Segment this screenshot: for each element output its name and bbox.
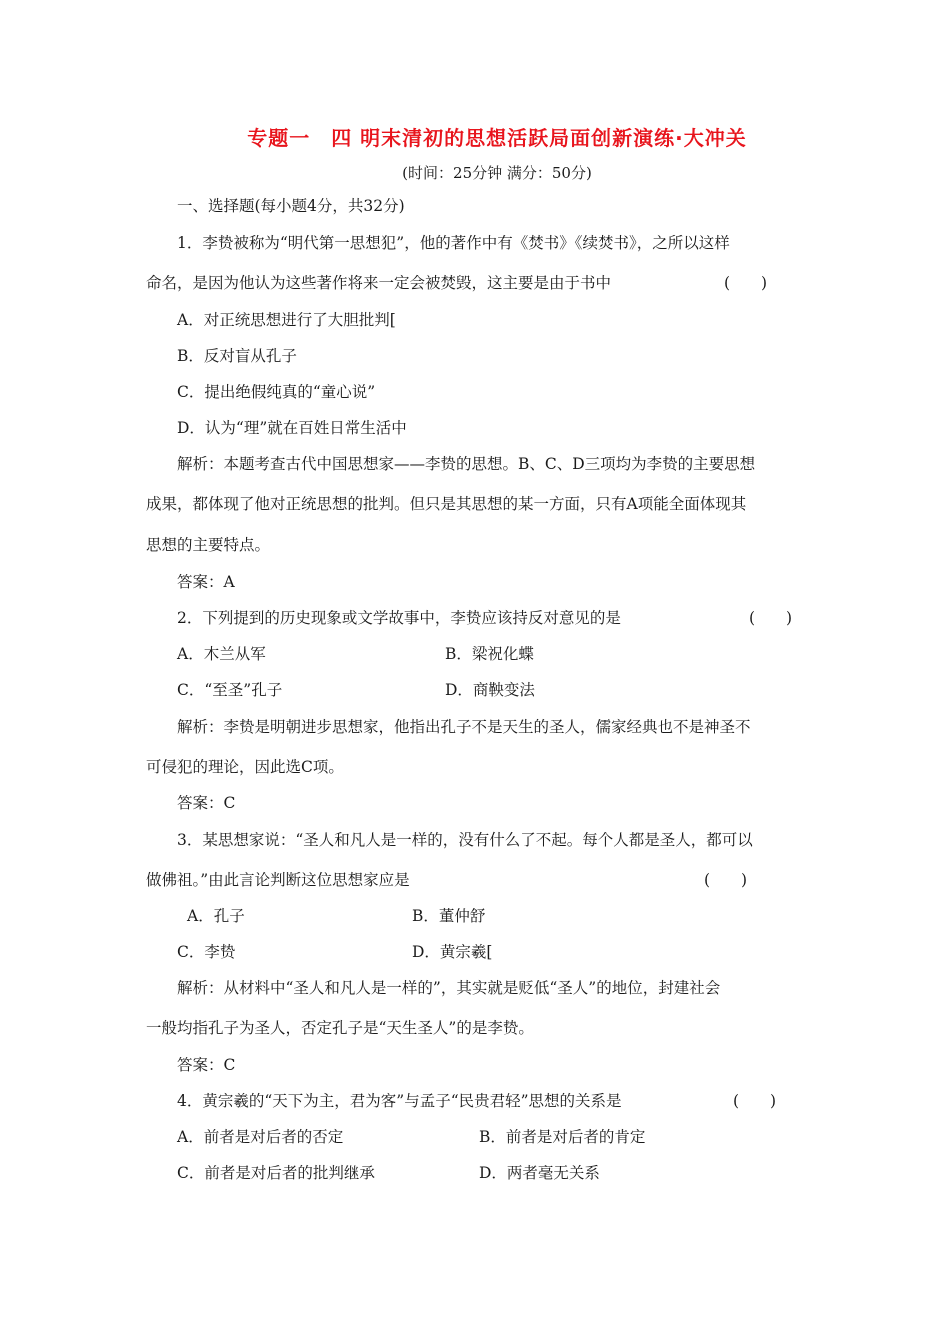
q3-answer: 答案：C xyxy=(177,1056,236,1074)
q3-stem-text: 做佛祖。”由此言论判断这位思想家应是 xyxy=(146,871,410,889)
q4-stem-line xyxy=(177,1091,787,1111)
q3-option-c: C．李贽 xyxy=(177,943,236,961)
q1-stem-line2 xyxy=(146,273,806,293)
q1-analysis-line2: 成果，都体现了他对正统思想的批判。但只是其思想的某一方面，只有A项能全面体现其 xyxy=(146,495,747,513)
q4-stem-text: 4．黄宗羲的“天下为主，君为客”与孟子“民贵君轻”思想的关系是 xyxy=(177,1092,622,1110)
q1-answer: 答案：A xyxy=(177,573,235,591)
q2-option-d: D．商鞅变法 xyxy=(445,681,535,699)
q1-stem-line1: 1．李贽被称为“明代第一思想犯”，他的著作中有《焚书》《续焚书》，之所以这样 xyxy=(177,234,730,252)
q1-option-a: A．对正统思想进行了大胆批判[ xyxy=(177,311,396,329)
q3-analysis-line1: 解析：从材料中“圣人和凡人是一样的”，其实就是贬低“圣人”的地位，封建社会 xyxy=(177,979,721,997)
q2-analysis-line2: 可侵犯的理论，因此选C项。 xyxy=(146,758,344,776)
q3-analysis-line2: 一般均指孔子为圣人，否定孔子是“天生圣人”的是李贽。 xyxy=(146,1019,534,1037)
q1-analysis-line3: 思想的主要特点。 xyxy=(146,536,271,554)
q2-stem-line xyxy=(177,608,807,628)
q3-stem-line2 xyxy=(146,870,806,890)
q4-option-a: A．前者是对后者的否定 xyxy=(177,1128,344,1146)
q4-option-b: B．前者是对后者的肯定 xyxy=(479,1128,646,1146)
q4-options-row1 xyxy=(177,1127,777,1147)
q2-option-c: C．“至圣”孔子 xyxy=(177,681,283,699)
q3-answer-paren: ( ) xyxy=(704,871,748,889)
q2-answer: 答案：C xyxy=(177,794,236,812)
q2-option-a: A．木兰从军 xyxy=(177,645,266,663)
q1-option-d: D．认为“理”就在百姓日常生活中 xyxy=(177,419,407,437)
q2-answer-paren: ( ) xyxy=(749,609,793,627)
exam-time-info: (时间：25分钟 满分：50分) xyxy=(402,164,592,182)
q1-option-c: C．提出绝假纯真的“童心说” xyxy=(177,383,376,401)
section-heading: 一、选择题(每小题4分，共32分) xyxy=(177,197,405,215)
q2-option-b: B．梁祝化蝶 xyxy=(445,645,534,663)
q1-answer-paren: ( ) xyxy=(724,274,768,292)
q2-analysis-line1: 解析：李贽是明朝进步思想家，他指出孔子不是天生的圣人，儒家经典也不是神圣不 xyxy=(177,718,751,736)
q4-answer-paren: ( ) xyxy=(733,1092,777,1110)
q4-options-row2 xyxy=(177,1163,777,1183)
q3-options-row1 xyxy=(187,906,787,926)
q3-stem-line1: 3．某思想家说：“圣人和凡人是一样的，没有什么了不起。每个人都是圣人，都可以 xyxy=(177,831,753,849)
q2-options-row2 xyxy=(177,680,777,700)
q3-option-b: B．董仲舒 xyxy=(412,907,486,925)
q1-option-b: B．反对盲从孔子 xyxy=(177,347,297,365)
q3-option-a: A．孔子 xyxy=(187,907,245,925)
q2-stem-text: 2．下列提到的历史现象或文学故事中，李贽应该持反对意见的是 xyxy=(177,609,621,627)
page-title: 专题一 四 明末清初的思想活跃局面创新演练·大冲关 xyxy=(247,126,747,150)
q1-stem-text: 命名，是因为他认为这些著作将来一定会被焚毁，这主要是由于书中 xyxy=(146,274,612,292)
q3-option-d: D．黄宗羲[ xyxy=(412,943,493,961)
q3-options-row2 xyxy=(177,942,777,962)
q4-option-d: D．两者毫无关系 xyxy=(479,1164,600,1182)
q2-options-row1 xyxy=(177,644,777,664)
q4-option-c: C．前者是对后者的批判继承 xyxy=(177,1164,375,1182)
q1-analysis-line1: 解析：本题考查古代中国思想家——李贽的思想。B、C、D三项均为李贽的主要思想 xyxy=(177,455,756,473)
